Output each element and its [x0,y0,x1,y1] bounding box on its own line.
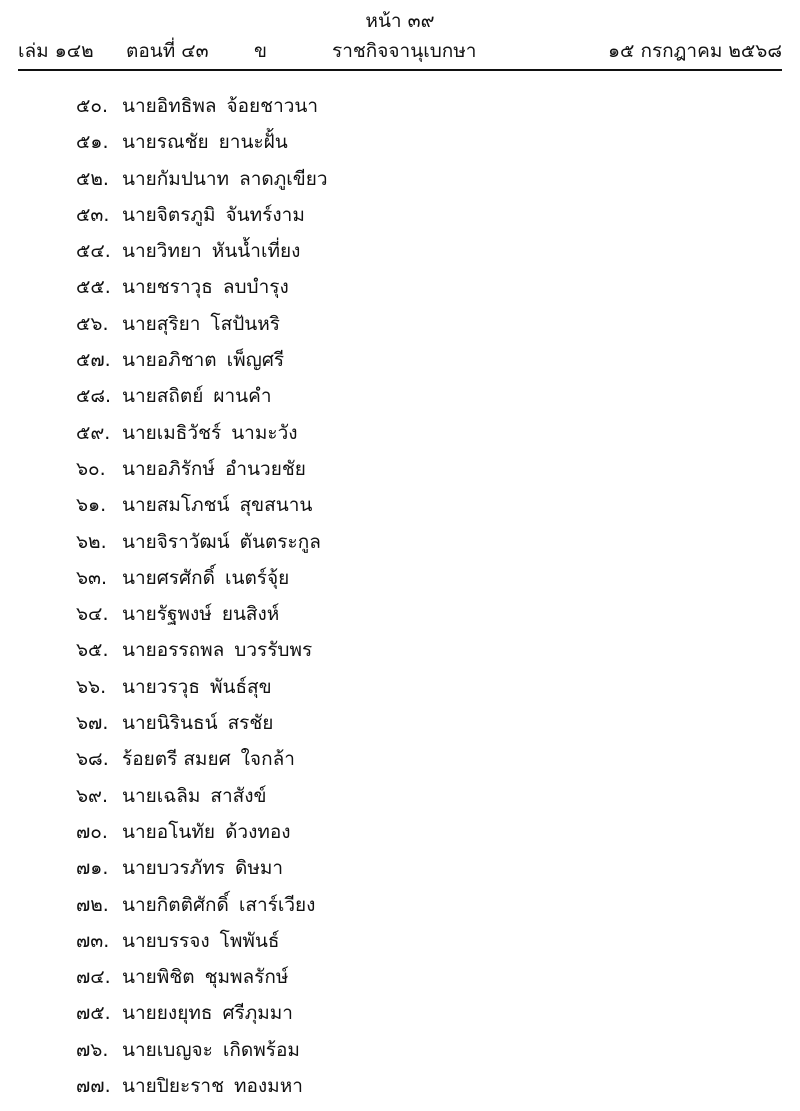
entry-number: ๗๖. [76,1038,109,1061]
entry-given-name: นายสถิตย์ [122,385,204,408]
entry-number: ๖๘. [76,748,109,771]
entry-number: ๕๗. [76,349,111,372]
list-item [76,269,328,305]
entry-number: ๗๓. [76,929,110,952]
header-section: ข [254,40,267,62]
list-item [76,923,328,959]
entry-number: ๖๒. [76,530,107,553]
entry-number: ๕๕. [76,276,111,299]
entry-given-name: นายศรศักดิ์ [122,566,215,589]
entry-given-name: นายรณชัย [122,131,209,154]
entry-number: ๗๐. [76,820,108,843]
entry-number: ๖๔. [76,603,109,626]
entry-number: ๖๖. [76,675,107,698]
entry-surname: ลาดภูเขียว [239,167,328,190]
entry-given-name: นายจิตรภูมิ [122,203,216,226]
list-item [76,560,328,596]
list-item [76,487,328,523]
entry-given-name: นายสมโภชน์ [122,494,230,517]
list-item [76,88,328,124]
entry-given-name: นายรัฐพงษ์ [122,603,212,626]
list-item [76,524,328,560]
entry-given-name: นายกัมปนาท [122,167,230,190]
list-item [76,161,328,197]
entry-surname: เกิดพร้อม [222,1038,300,1061]
entry-number: ๖๑. [76,494,107,517]
list-item [76,850,328,886]
entry-surname: ยานะฝั้น [218,131,288,154]
entry-surname: ด้วงทอง [225,820,291,843]
entry-given-name: นายปิยะราช [122,1075,224,1098]
entry-given-name: นายอภิรักษ์ [122,457,215,480]
entry-given-name: นายวรวุธ [122,675,200,698]
entry-given-name: นายอภิชาต [122,349,217,372]
entry-given-name: นายเบญจะ [122,1038,213,1061]
list-item [76,669,328,705]
entry-surname: ศรีภุมมา [222,1002,293,1025]
entry-surname: เสาร์เวียง [238,893,316,916]
entry-surname: จ้อยชาวนา [226,95,319,117]
entry-number: ๗๒. [76,893,109,916]
entry-number: ๗๕. [76,1002,111,1025]
page-number: หน้า ๓๙ [365,10,435,32]
list-item [76,959,328,995]
name-list [76,88,328,1104]
entry-given-name: นายอรรถพล [122,639,225,662]
entry-number: ๕๐. [76,95,109,117]
entry-number: ๖๐. [76,457,106,480]
list-item [76,415,328,451]
header-volume: เล่ม ๑๔๒ [18,40,94,62]
list-item [76,197,328,233]
entry-surname: สุขสนาน [239,494,313,517]
entry-given-name: นายบวรภัทร [122,857,225,880]
entry-surname: พันธ์สุข [209,675,272,698]
entry-surname: ยนสิงห์ [221,603,280,626]
entry-number: ๕๓. [76,203,110,226]
list-item [76,1032,328,1068]
entry-given-name: นายบรรจง [122,929,210,952]
entry-given-name: นายยงยุทธ [122,1002,213,1025]
entry-given-name: นายสุริยา [122,312,201,335]
entry-surname: เนตร์จุ้ย [224,566,290,589]
entry-number: ๕๑. [76,131,109,154]
gazette-header [18,36,782,66]
entry-surname: สรชัย [227,712,274,735]
list-item [76,705,328,741]
entry-surname: ชุมพลรักษ์ [204,966,289,989]
entry-surname: ตันตระกูล [239,530,321,553]
entry-given-name: นายพิชิต [122,966,195,989]
entry-given-name: ร้อยตรี สมยศ [122,748,231,771]
entry-surname: ดิษมา [234,857,284,880]
entry-surname: โสปันหริ [210,312,280,335]
entry-surname: ผานคำ [213,385,272,408]
entry-number: ๕๙. [76,421,111,444]
list-item [76,378,328,414]
entry-number: ๗๗. [76,1075,111,1098]
entry-number: ๕๘. [76,385,112,408]
entry-given-name: นายเมธิวัชร์ [122,421,222,444]
entry-surname: ทองมหา [233,1075,303,1098]
entry-number: ๖๕. [76,639,109,662]
entry-given-name: นายจิราวัฒน์ [122,530,230,553]
entry-surname: อำนวยชัย [224,457,306,480]
list-item [76,306,328,342]
list-item [76,887,328,923]
entry-given-name: นายอโนทัย [122,820,216,843]
entry-given-name: นายชราวุธ [122,276,213,299]
entry-surname: เพ็ญศรี [226,349,285,372]
header-divider [18,69,782,71]
entry-given-name: นายกิตติศักดิ์ [122,893,229,916]
entry-surname: ลบบำรุง [222,276,289,299]
entry-given-name: นายเฉลิม [122,784,201,807]
list-item [76,1068,328,1104]
entry-surname: บวรรับพร [234,639,313,662]
list-item [76,124,328,160]
list-item [76,596,328,632]
entry-surname: โพพันธ์ [219,929,280,952]
entry-number: ๗๑. [76,857,109,880]
entry-number: ๖๓. [76,566,108,589]
list-item [76,778,328,814]
entry-surname: สาสังข์ [210,784,267,807]
entry-given-name: นายนิรินธน์ [122,712,218,735]
entry-given-name: นายอิทธิพล [122,95,217,117]
header-date: ๑๕ กรกฎาคม ๒๕๖๘ [607,40,782,62]
list-item [76,342,328,378]
entry-surname: จันทร์งาม [225,203,305,226]
entry-number: ๕๔. [76,240,111,263]
entry-number: ๕๒. [76,167,109,190]
entry-surname: นามะวัง [231,421,298,444]
list-item [76,741,328,777]
entry-surname: ใจกล้า [240,748,295,771]
entry-number: ๗๔. [76,966,111,989]
list-item [76,995,328,1031]
entry-surname: หันน้ำเที่ยง [211,240,301,263]
list-item [76,632,328,668]
list-item [76,233,328,269]
entry-given-name: นายวิทยา [122,240,202,263]
list-item [76,814,328,850]
entry-number: ๕๖. [76,312,109,335]
header-gazette-name: ราชกิจจานุเบกษา [332,40,477,62]
list-item [76,451,328,487]
entry-number: ๖๙. [76,784,109,807]
entry-number: ๖๗. [76,712,109,735]
header-issue: ตอนที่ ๔๓ [126,40,209,62]
